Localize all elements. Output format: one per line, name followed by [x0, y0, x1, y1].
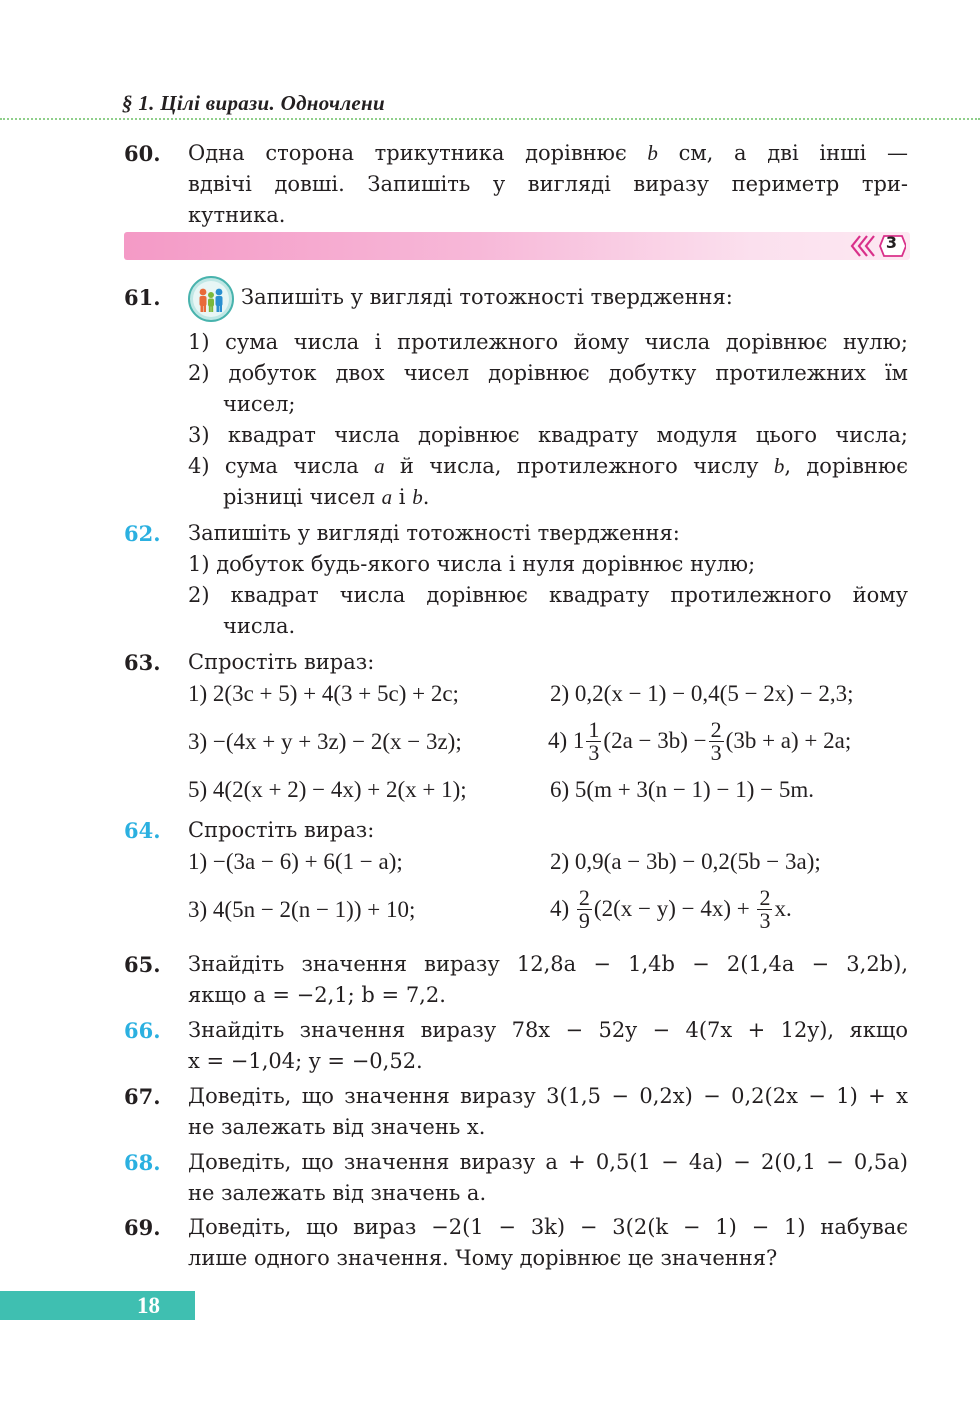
problem-number: 60. — [124, 141, 161, 166]
text-line: Знайдіть значення виразу 78x − 52y − 4(7x + 12y), якщо — [188, 1018, 908, 1042]
list-item: числа. — [223, 614, 296, 638]
problem-number: 67. — [124, 1084, 161, 1109]
expr-64-4 — [550, 880, 792, 938]
problem-text — [188, 647, 908, 678]
problem-number: 68. — [124, 1150, 161, 1175]
problem-61-items — [188, 327, 908, 513]
fraction: $\frac{2}{9}$ — [578, 884, 590, 933]
problem-number: 62. — [124, 521, 161, 546]
text-line: кутника. — [188, 203, 286, 227]
problem-text — [188, 1147, 908, 1209]
whole-part: 1 — [572, 728, 585, 753]
list-item: 1) сума числа і протилежного йому числа дорівнює нулю; — [188, 330, 908, 354]
fraction: $\frac{1}{3}$ — [588, 716, 600, 765]
problem-text — [188, 815, 908, 846]
expr-64-3: 3) 4(5n − 2(n − 1)) + 10; — [188, 897, 416, 922]
expr-64-2: 2) 0,9(a − 3b) − 0,2(5b − 3a); — [550, 849, 821, 874]
expr-end: x. — [774, 896, 792, 921]
expr-label: 4) — [550, 896, 570, 921]
text-line: Запишіть у вигляді тотожності твердження: — [188, 521, 680, 545]
expr-63-3: 3) −(4x + y + 3z) − 2(x − 3z); — [188, 729, 462, 754]
list-item: різниці чисел a і b. — [223, 485, 430, 509]
text-line: Доведіть, що вираз −2(1 − 3k) − 3(2(k − 1) − 1) набуває — [188, 1215, 908, 1239]
list-item: 4) сума числа a й числа, протилежного числу b, дорівнює — [188, 454, 908, 478]
fraction: $\frac{2}{3}$ — [710, 716, 722, 765]
text-line: Спростіть вираз: — [188, 818, 375, 842]
text-line: вдвічі довші. Запишіть у вигляді виразу периметр три- — [188, 172, 908, 196]
problem-text — [188, 949, 908, 1011]
expr-mid: (2(x − y) − 4x) + — [593, 896, 750, 921]
level-chevrons-icon — [850, 234, 906, 258]
expr-63-4 — [548, 712, 851, 770]
problem-number: 66. — [124, 1018, 161, 1043]
problem-text — [188, 1212, 908, 1274]
expr-63-5: 5) 4(2(x + 2) − 4x) + 2(x + 1); — [188, 777, 467, 802]
text-line: Знайдіть значення виразу 12,8a − 1,4b − 2(1,4a − 3,2b), — [188, 952, 908, 976]
text-line: не залежать від значень x. — [188, 1115, 486, 1139]
problem-number: 65. — [124, 952, 161, 977]
fraction: $\frac{2}{3}$ — [759, 884, 771, 933]
list-item: чисел; — [223, 392, 296, 416]
expr-label: 4) — [548, 728, 568, 753]
expr-64-1: 1) −(3a − 6) + 6(1 − a); — [188, 849, 403, 874]
group-work-icon — [188, 276, 234, 322]
footer-bar — [0, 1291, 195, 1320]
text-line: якщо a = −2,1; b = 7,2. — [188, 983, 446, 1007]
expr-63-1: 1) 2(3c + 5) + 4(3 + 5c) + 2c; — [188, 681, 459, 706]
list-item: 2) добуток двох чисел дорівнює добутку протилежних їм — [188, 361, 908, 385]
text-line: Доведіть, що значення виразу 3(1,5 − 0,2x) − 0,2(2x − 1) + x — [188, 1084, 908, 1108]
problem-title — [241, 282, 908, 313]
list-item: 1) добуток будь-якого числа і нуля дорівнює нулю; — [188, 552, 756, 576]
expr-end: (3b + a) + 2a; — [725, 728, 852, 753]
problem-text — [188, 1015, 908, 1077]
header-divider — [0, 118, 980, 120]
expr-63-6: 6) 5(m + 3(n − 1) − 1) − 5m. — [550, 777, 814, 802]
problem-text — [188, 518, 908, 642]
problem-text — [188, 138, 908, 231]
text-line: Одна сторона трикутника дорівнює b см, а дві інші — — [188, 141, 908, 165]
problem-text — [188, 1081, 908, 1143]
text-line: лише одного значення. Чому дорівнює це значення? — [188, 1246, 778, 1270]
text-line: Доведіть, що значення виразу a + 0,5(1 − 4a) − 2(0,1 − 0,5a) — [188, 1150, 908, 1174]
page-number: 18 — [137, 1293, 160, 1318]
problem-number: 61. — [124, 285, 161, 310]
problem-number: 64. — [124, 818, 161, 843]
level-number: 3 — [885, 233, 897, 252]
text-line: Запишіть у вигляді тотожності твердження: — [241, 285, 733, 309]
text-line: не залежать від значень a. — [188, 1181, 487, 1205]
level-band — [124, 232, 910, 260]
list-item: 3) квадрат числа дорівнює квадрату модуля цього числа; — [188, 423, 908, 447]
section-header: § 1. Цілі вирази. Одночлени — [122, 91, 385, 115]
expr-63-2: 2) 0,2(x − 1) − 0,4(5 − 2x) − 2,3; — [550, 681, 854, 706]
text-line: Спростіть вираз: — [188, 650, 375, 674]
problem-number: 63. — [124, 650, 161, 675]
text-line: x = −1,04; y = −0,52. — [188, 1049, 423, 1073]
list-item: 2) квадрат числа дорівнює квадрату протилежного йому — [188, 583, 908, 607]
expr-mid: (2a − 3b) − — [603, 728, 707, 753]
problem-number: 69. — [124, 1215, 161, 1240]
